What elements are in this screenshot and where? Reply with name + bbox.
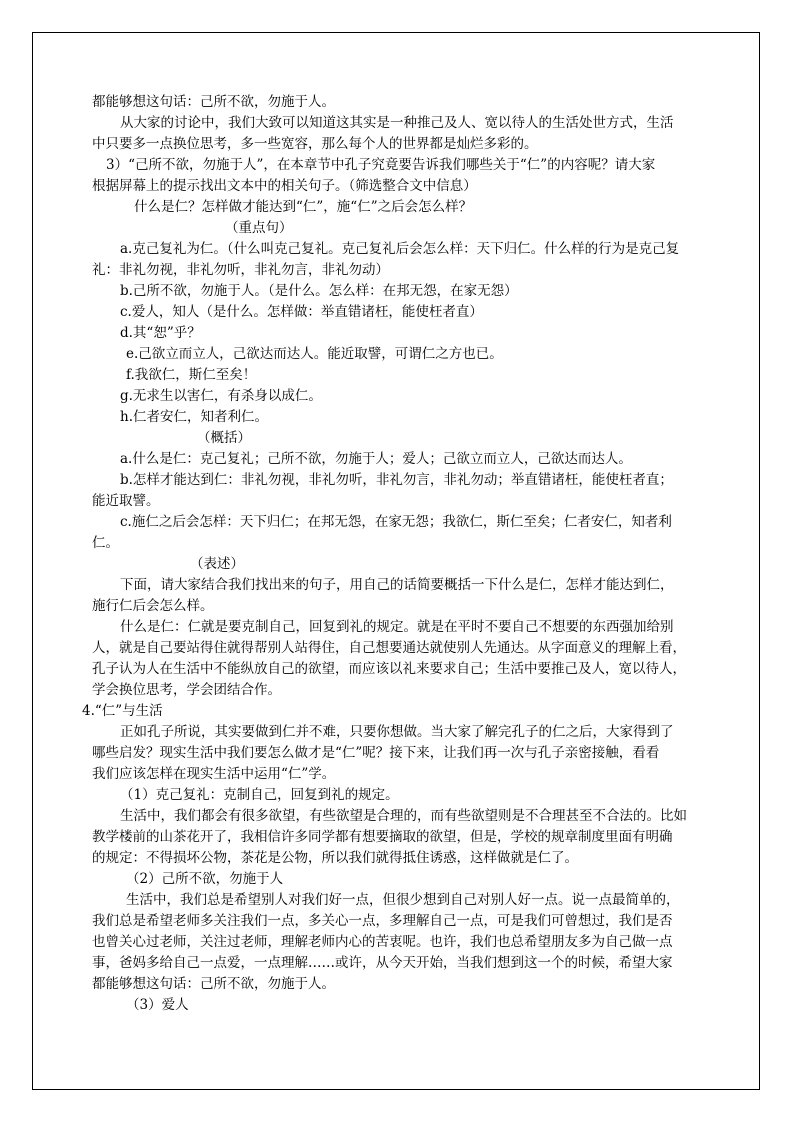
text-line: 事，爸妈多给自己一点爱，一点理解……或许，从今天开始，当我们想到这一个的时候，希望大家	[92, 955, 673, 971]
text-line: a.什么是仁：克己复礼；己所不欲，勿施于人；爱人；己欲立而立人，己欲达而达人。	[120, 451, 632, 467]
text-line: （概括）	[197, 430, 251, 446]
text-line: 的规定：不得损坏公物，茶花是公物，所以我们就得抵住诱惑，这样做就是仁了。	[92, 850, 578, 866]
text-line: 下面，请大家结合我们找出来的句子，用自己的话简要概括一下什么是仁，怎样才能达到仁，	[120, 577, 674, 593]
text-line: c.爱人，知人（是什么。怎样做：举直错诸枉，能使枉者直）	[120, 304, 483, 320]
text-line: 教学楼前的山茶花开了，我相信许多同学都有想要摘取的欲望，但是，学校的规章制度里面有明确	[92, 829, 673, 845]
text-line: f.我欲仁，斯仁至矣！	[126, 367, 257, 383]
text-line: 3）“己所不欲，勿施于人”，在本章节中孔子究竟要告诉我们哪些关于“仁”的内容呢？请大家	[106, 157, 656, 173]
text-line: 根据屏幕上的提示找出文本中的相关句子。（筛选整合文中信息）	[92, 178, 477, 194]
text-line: g.无求生以害仁，有杀身以成仁。	[120, 388, 322, 404]
text-line: d.其“恕”乎？	[120, 325, 201, 341]
text-line: h.仁者安仁，知者利仁。	[120, 409, 268, 425]
text-line: e.己欲立而立人，己欲达而达人。能近取譬，可谓仁之方也已。	[126, 346, 503, 362]
text-line: 我们总是希望老师多关注我们一点，多关心一点，多理解自己一点，可是我们可曾想过，我们是否	[92, 913, 673, 929]
text-line: 我们应该怎样在现实生活中运用“仁”学。	[92, 766, 336, 782]
text-line: 生活中，我们都会有很多欲望，有些欲望是合理的，而有些欲望则是不合理甚至不合法的。比如	[120, 808, 687, 824]
text-line: a.克己复礼为仁。（什么叫克己复礼。克己复礼后会怎么样：天下归仁。什么样的行为是克己复	[120, 241, 680, 257]
text-line: （重点句）	[225, 220, 293, 236]
text-line: 哪些启发？现实生活中我们要怎么做才是“仁”呢？接下来，让我们再一次与孔子亲密接触，看看	[92, 745, 660, 761]
text-line: 仁。	[92, 535, 119, 551]
text-line: 什么是仁：仁就是要克制自己，回复到礼的规定。就是在平时不要自己不想要的东西强加给别	[120, 619, 674, 635]
text-line: 生活中，我们总是希望别人对我们好一点，但很少想到自己对别人好一点。说一点最简单的，	[126, 892, 680, 908]
text-line: （1）克己复礼：克制自己，回复到礼的规定。	[120, 787, 399, 803]
text-line: 正如孔子所说，其实要做到仁并不难，只要你想做。当大家了解完孔子的仁之后，大家得到了	[120, 724, 674, 740]
text-line: 都能够想这句话：己所不欲，勿施于人。	[92, 94, 335, 110]
text-line: 从大家的讨论中，我们大致可以知道这其实是一种推己及人、宽以待人的生活处世方式，生活	[120, 115, 674, 131]
text-line: c.施仁之后会怎样：天下归仁；在邦无怨，在家无怨；我欲仁，斯仁至矣；仁者安仁，知者利	[120, 514, 672, 530]
text-line: 也曾关心过老师，关注过老师，理解老师内心的苦衷呢。也许，我们也总希望朋友多为自己做一点	[92, 934, 673, 950]
text-line: 4.“仁”与生活	[82, 703, 163, 719]
text-line: 礼：非礼勿视，非礼勿听，非礼勿言，非礼勿动）	[92, 262, 389, 278]
text-line: b.己所不欲，勿施于人。（是什么。怎么样：在邦无怨，在家无怨）	[120, 283, 518, 299]
text-line: 能近取譬。	[92, 493, 160, 509]
text-line: 人，就是自己要站得住就得帮别人站得住，自己想要通达就使别人先通达。从字面意义的理解上看，	[92, 640, 686, 656]
text-line: 都能够想这句话：己所不欲，勿施于人。	[92, 976, 335, 992]
text-line: 孔子认为人在生活中不能纵放自己的欲望，而应该以礼来要求自己；生活中要推己及人，宽以待人，	[92, 661, 686, 677]
document-body	[82, 92, 704, 1016]
text-line: 学会换位思考，学会团结合作。	[92, 682, 281, 698]
text-line: （2）己所不欲，勿施于人	[126, 871, 284, 887]
text-line: 中只要多一点换位思考，多一些宽容，那么每个人的世界都是灿烂多彩的。	[92, 136, 538, 152]
text-line: （3）爱人	[126, 997, 189, 1013]
text-line: b.怎样才能达到仁：非礼勿视，非礼勿听，非礼勿言，非礼勿动；举直错诸枉，能使枉者直；	[120, 472, 673, 488]
text-line: （表述）	[190, 556, 244, 572]
text-line: 施行仁后会怎么样。	[92, 598, 214, 614]
text-line: 什么是仁？怎样做才能达到“仁”，施“仁”之后会怎么样？	[134, 199, 473, 215]
